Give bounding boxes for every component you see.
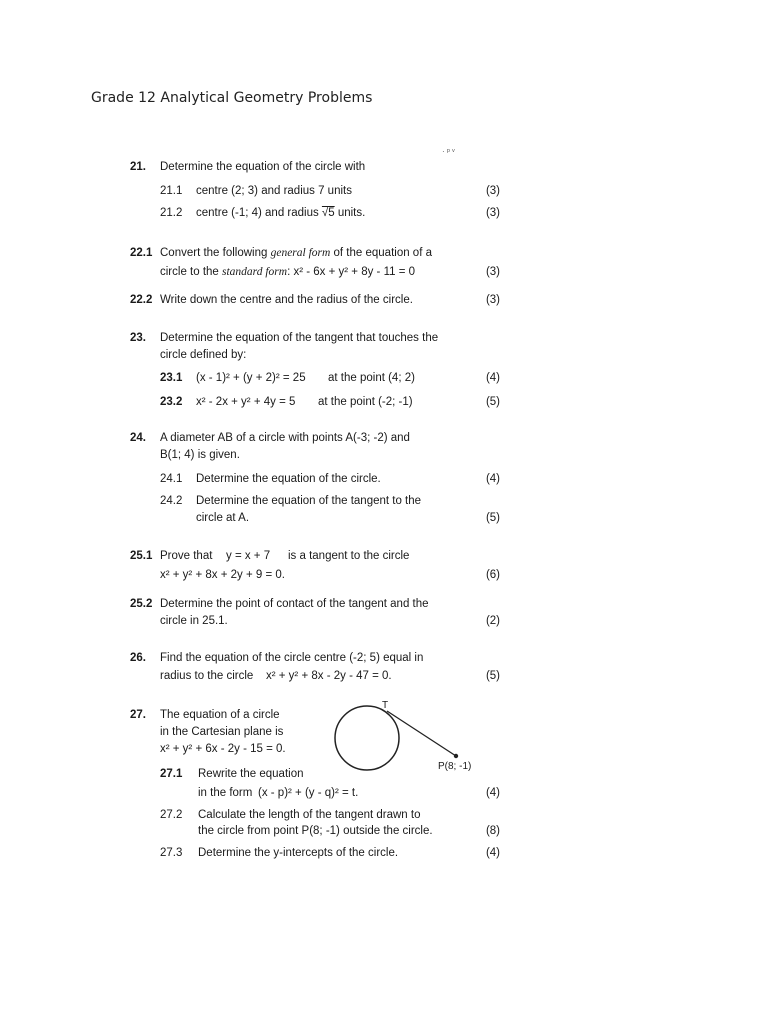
question-23-2-number: 23.2 <box>160 396 183 408</box>
question-22-2-number: 22.2 <box>130 294 153 306</box>
question-26-number: 26. <box>130 652 146 664</box>
sqrt-five: √5 <box>321 207 335 219</box>
question-24-2-line2: circle at A. <box>196 512 250 524</box>
question-27-line2: in the Cartesian plane is <box>160 726 284 738</box>
question-23-line2: circle defined by: <box>160 349 247 361</box>
question-21-2-post: units. <box>334 207 366 219</box>
question-27-1-number: 27.1 <box>160 768 183 780</box>
question-27-2-marks: (8) <box>485 825 500 837</box>
question-25-2-line1: Determine the point of contact of the tangent and the <box>160 598 429 610</box>
question-21-text: Determine the equation of the circle with <box>160 161 366 173</box>
question-23-2-marks: (5) <box>485 396 500 408</box>
question-27-2-number: 27.2 <box>160 809 183 821</box>
question-25-2-line2: circle in 25.1. <box>160 615 228 627</box>
question-24-line2: B(1; 4) is given. <box>160 449 240 461</box>
question-21-number: 21. <box>130 161 146 173</box>
circle-shape <box>335 706 399 770</box>
question-21-2-marks: (3) <box>485 207 500 219</box>
question-25-1-marks: (6) <box>485 569 500 581</box>
question-22-1-marks: (3) <box>485 266 500 278</box>
question-25-1-tangent-text: is a tangent to the circle <box>288 550 410 562</box>
question-27-line1: The equation of a circle <box>160 709 280 721</box>
question-25-1-prove: Prove that <box>160 550 213 562</box>
question-23-1-text: at the point (4; 2) <box>328 372 415 384</box>
question-24-1-number: 24.1 <box>160 473 183 485</box>
question-24-1-text: Determine the equation of the circle. <box>196 473 381 485</box>
question-27-2-line1: Calculate the length of the tangent drawn to <box>198 809 421 821</box>
question-27-3-text: Determine the y-intercepts of the circle. <box>198 847 399 859</box>
question-24-2-number: 24.2 <box>160 495 183 507</box>
question-24-line1: A diameter AB of a circle with points A(-3; -2) and <box>160 432 410 444</box>
question-25-2-number: 25.2 <box>130 598 153 610</box>
question-27-1-line1: Rewrite the equation <box>198 768 304 780</box>
question-27-number: 27. <box>130 709 146 721</box>
question-26-marks: (5) <box>485 670 500 682</box>
question-26-equation: x² + y² + 8x - 2y - 47 = 0. <box>266 670 392 682</box>
question-22-1-number: 22.1 <box>130 247 153 259</box>
q22-1-text-b: of the equation of a <box>330 247 432 259</box>
scanned-worksheet <box>120 140 520 880</box>
question-26-line1: Find the equation of the circle centre (-2; 5) equal in <box>160 652 424 664</box>
question-22-2-text: Write down the centre and the radius of the circle. <box>160 294 413 306</box>
question-27-1-marks: (4) <box>485 787 500 799</box>
question-24-2-marks: (5) <box>485 512 500 524</box>
q22-1-colon: : <box>287 266 294 278</box>
question-23-1-equation: (x - 1)² + (y + 2)² = 25 <box>196 372 306 384</box>
question-23-1-number: 23.1 <box>160 372 183 384</box>
question-27-1-equation: (x - p)² + (y - q)² = t. <box>258 787 359 799</box>
question-25-2-marks: (2) <box>485 615 500 627</box>
question-25-1-number: 25.1 <box>130 550 153 562</box>
question-21-1-number: 21.1 <box>160 185 183 197</box>
question-25-1-equation: x² + y² + 8x + 2y + 9 = 0. <box>160 569 285 581</box>
q22-1-general-form: general form <box>270 247 331 259</box>
question-23-2-equation: x² - 2x + y² + 4y = 5 <box>196 396 296 408</box>
question-21-1-marks: (3) <box>485 185 500 197</box>
question-26-line2: radius to the circle <box>160 670 254 682</box>
question-24-2-line1: Determine the equation of the tangent to the <box>196 495 422 507</box>
point-p-label: P(8; -1) <box>438 761 472 772</box>
question-27-1-in-form: in the form <box>198 787 253 799</box>
question-25-1-line-eq: y = x + 7 <box>226 550 271 562</box>
q22-1-standard-form: standard form <box>222 266 288 278</box>
question-21-2-number: 21.2 <box>160 207 183 219</box>
tangent-point-label: T <box>382 700 389 711</box>
q22-1-equation: x² - 6x + y² + 8y - 11 = 0 <box>293 266 416 278</box>
question-23-line1: Determine the equation of the tangent that touches the <box>160 332 439 344</box>
question-24-1-marks: (4) <box>485 473 500 485</box>
question-21-1-text: centre (2; 3) and radius 7 units <box>196 185 352 197</box>
point-p <box>454 754 458 758</box>
scan-mark: · ᵖ ᵛ <box>442 147 455 156</box>
question-23-2-text: at the point (-2; -1) <box>318 396 413 408</box>
question-27-3-number: 27.3 <box>160 847 183 859</box>
question-27-equation: x² + y² + 6x - 2y - 15 = 0. <box>160 743 286 755</box>
question-23-1-marks: (4) <box>485 372 500 384</box>
q22-1-text-c: circle to the <box>160 266 222 278</box>
question-27-2-line2: the circle from point P(8; -1) outside the circle. <box>198 825 433 837</box>
question-21-2-pre: centre (-1; 4) and radius <box>196 207 322 219</box>
question-22-2-marks: (3) <box>485 294 500 306</box>
question-24-number: 24. <box>130 432 146 444</box>
question-21-2-text <box>196 208 365 220</box>
q22-1-text-a: Convert the following <box>160 247 271 259</box>
question-22-1-line1 <box>160 248 432 260</box>
question-27-3-marks: (4) <box>485 847 500 859</box>
document-title: Grade 12 Analytical Geometry Problems <box>91 90 373 106</box>
question-23-number: 23. <box>130 332 146 344</box>
question-22-1-line2 <box>160 267 415 279</box>
